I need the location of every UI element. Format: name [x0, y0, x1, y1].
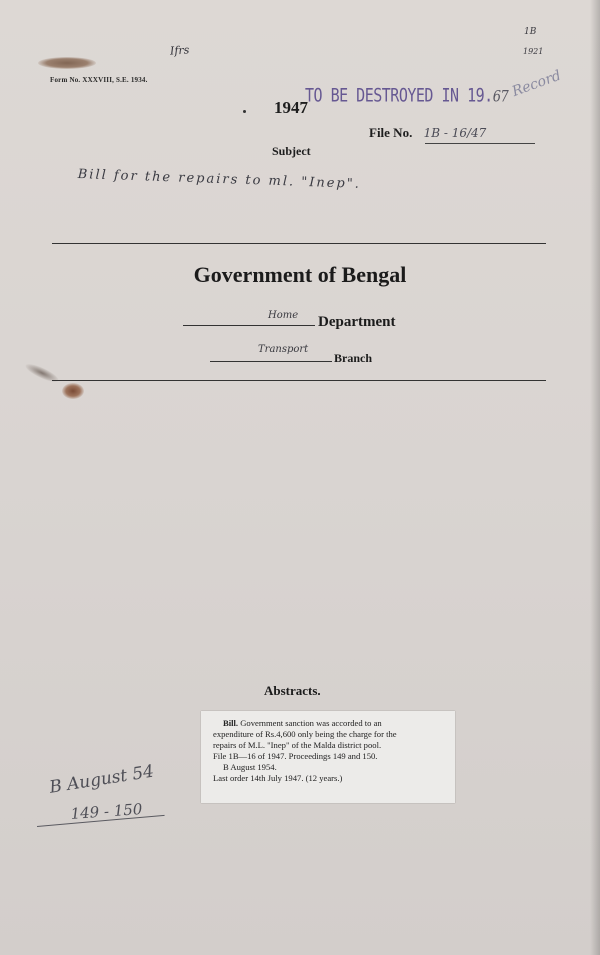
file-no [369, 125, 486, 141]
bottom-rule [52, 380, 546, 381]
department-underline [183, 325, 315, 326]
destroy-stamp [305, 84, 508, 107]
pencil-note-date: B August 54 [48, 761, 156, 798]
department-label: Department [318, 314, 396, 330]
abstracts-label: Abstracts. [264, 683, 321, 698]
bill-label: Bill. [223, 718, 239, 728]
abstract-text-1: Government sanction was accorded to an [240, 718, 382, 728]
branch-handwritten: Transport [258, 344, 309, 355]
abstract-line-1 [213, 718, 446, 729]
destroy-stamp-text: TO BE DESTROYED IN 19. [305, 84, 493, 107]
destroy-stamp-year: 67 [492, 87, 509, 107]
top-scribble: Ifrs [169, 43, 190, 58]
form-number: Form No. XXXVIII, S.E. 1934. [50, 76, 148, 84]
corner-note-top: 1B [524, 27, 537, 37]
abstract-line-6: Last order 14th July 1947. (12 years.) [213, 773, 343, 783]
abstract-line-2: expenditure of Rs.4,600 only being the charge for the [213, 729, 397, 739]
abstract-line-3: repairs of M.L. "Inep" of the Malda district pool. [213, 740, 382, 750]
file-no-value: 1B - 16/47 [423, 126, 487, 140]
file-year: 1947 [274, 98, 308, 117]
subject-label: Subject [272, 144, 311, 158]
department-handwritten: Home [268, 310, 299, 321]
government-title: Government of Bengal [193, 262, 407, 287]
corner-note-bottom: 1921 [523, 47, 544, 56]
abstract-line-5: B August 1954. [223, 762, 277, 772]
ink-stain [38, 57, 96, 69]
page-edge-shadow [590, 0, 600, 955]
bullet-dot [243, 110, 246, 113]
branch-label: Branch [334, 351, 373, 365]
top-rule [52, 243, 546, 244]
ink-smudge [24, 361, 61, 385]
abstract-slip [201, 711, 455, 803]
subject-text: Bill for the repairs to ml. "Inep". [77, 167, 362, 192]
file-no-label: File No. [369, 125, 413, 140]
file-no-underline [425, 143, 535, 144]
rust-stain [62, 383, 84, 399]
abstract-line-4: File 1B—16 of 1947. Proceedings 149 and 150. [213, 751, 378, 761]
branch-underline [210, 361, 332, 362]
record-scribble: Record [510, 67, 564, 101]
pencil-note-proceedings: 149 - 150 [70, 799, 143, 823]
